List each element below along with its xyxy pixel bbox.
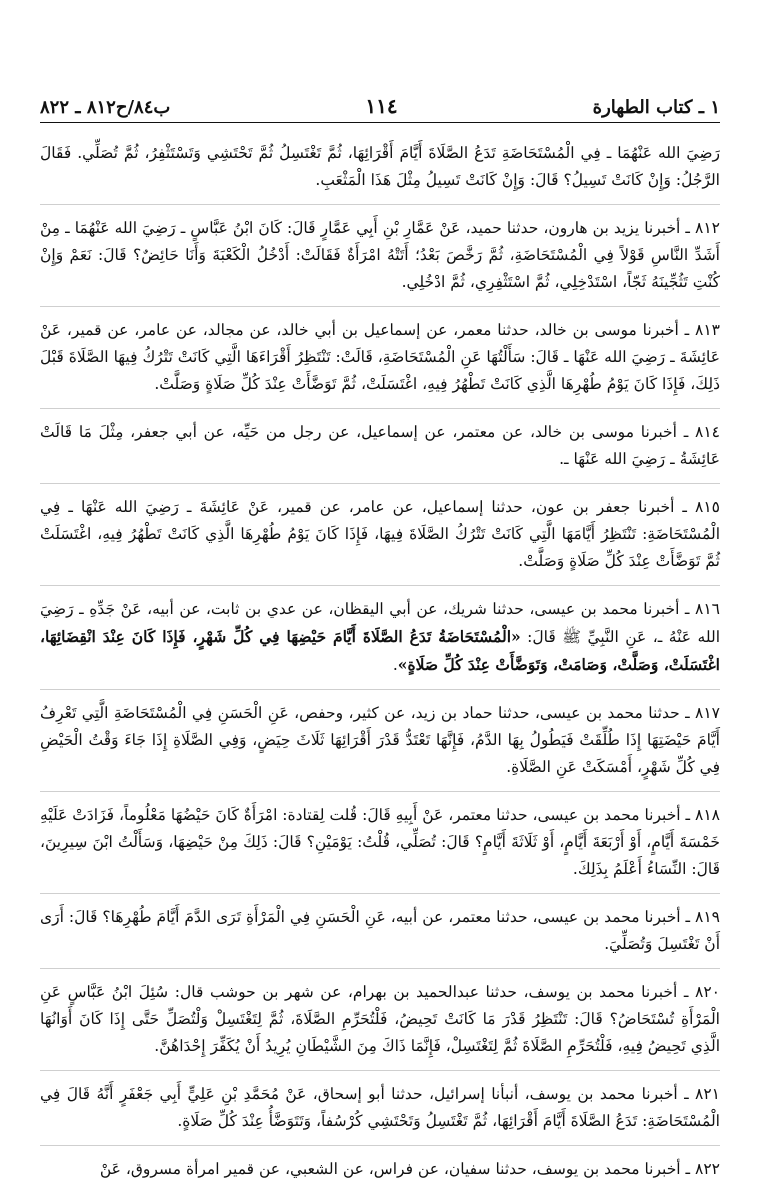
hadith-817: ٨١٧ ـ حدثنا محمد بن عيسى، حدثنا حماد بن زيد، عن كثير، وحفص، عَنِ الْحَسَنِ فِي الْمُسْتَحَاضَةِ الَّتِي تَعْرِفُ أَيَّامَ حَيْضَتِهَا إِذَا طُلِّقَتْ فَيَطُولُ بِهَا الدَّمُ، فَإِنَّهَا تَعْتَدُّ قَدْرَ أَقْرَائِهَا ثَلَاثَ حِيَضٍ، وَفِي الصَّلَاةِ إِذَا جَاءَ وَقْتُ الْحَيْضِ فِي كُلِّ شَهْرٍ، أَمْسَكَتْ عَنِ الصَّلَاةِ. (40, 700, 720, 792)
page-body (40, 140, 720, 1203)
hadith-813: ٨١٣ ـ أخبرنا موسى بن خالد، حدثنا معمر، عن إسماعيل بن أبي خالد، عن مجالد، عن عامر، عن قمير، عَنْ عَائِشَةَ ـ رَضِيَ الله عَنْهَا ـ قَالَ: سَأَلْتُهَا عَنِ الْمُسْتَحَاضَةِ، قَالَتْ: تَنْتَظِرُ أَقْرَاءَهَا الَّتِي كَانَتْ تَتْرُكُ فِيهَا الصَّلَاةَ قَبْلَ ذَلِكَ، فَإِذَا كَانَ يَوْمُ طُهْرِهَا الَّذِي كَانَتْ تَطْهُرُ فِيهِ، اغْتَسَلَتْ، ثُمَّ تَوَضَّأَتْ عِنْدَ كُلِّ صَلَاةٍ وَصَلَّتْ. (40, 317, 720, 409)
header-chapter-title: ١ ـ كتاب الطهارة (592, 97, 720, 118)
header-references: ب٨٤/ح٨١٢ ـ ٨٢٢ (40, 97, 171, 118)
page-header (40, 88, 720, 123)
hadith-812: ٨١٢ ـ أخبرنا يزيد بن هارون، حدثنا حميد، عَنْ عَمَّارِ بْنِ أَبِي عَمَّارٍ قَالَ: كَانَ ابْنُ عَبَّاسٍ ـ رَضِيَ الله عَنْهُمَا ـ مِنْ أَشَدِّ النَّاسِ قَوْلاً فِي الْمُسْتَحَاضَةِ، ثُمَّ رَخَّصَ بَعْدُ؛ أَتَتْهُ امْرَأَةٌ فَقَالَتْ: أَدْخُلُ الْكَعْبَةَ وَأَنَا حَائِضٌ؟ قَالَ: نَعَمْ وَإِنْ كُنْتِ تَثُجِّينَهُ ثَجّاً، اسْتَدْخِلِي، ثُمَّ اسْتَثْفِرِي، ثُمَّ ادْخُلِي. (40, 215, 720, 307)
hadith-814: ٨١٤ ـ أخبرنا موسى بن خالد، عن معتمر، عن إسماعيل، عن رجل من حَيِّه، عن أبي جعفر، مِثْلَ مَا قَالَتْ عَائِشَةُ ـ رَضِيَ الله عَنْهَا ـ. (40, 419, 720, 484)
hadith-816 (40, 596, 720, 690)
hadith-820: ٨٢٠ ـ أخبرنا محمد بن يوسف، حدثنا عبدالحميد بن بهرام، عن شهر بن حوشب قال: سُئِلَ ابْنُ عَبَّاسٍ عَنِ الْمَرْأَةِ تُسْتَحَاضُ؟ قَالَ: تَنْتَظِرُ قَدْرَ مَا كَانَتْ تَحِيضُ، فَلْتُحَرِّمِ الصَّلَاةَ، ثُمَّ لِتَغْتَسِلْ وَلْتُصَلِّ حَتَّى إِذَا كَانَ أَوَانُهَا الَّذِي تَحِيضُ فِيهِ، فَلْتُحَرِّمِ الصَّلَاةَ ثُمَّ لِتَغْتَسِلْ، فَإِنَّمَا ذَاكَ مِنَ الشَّيْطَانِ يُرِيدُ أَنْ يُكَفِّرَ إِحْدَاهُنَّ. (40, 979, 720, 1071)
hadith-822: ٨٢٢ ـ أخبرنا محمد بن يوسف، حدثنا سفيان، عن فراس، عن الشعبي، عن قمير امرأة مسروق، عَنْ (99, 1160, 720, 1178)
hadith-815: ٨١٥ ـ أخبرنا جعفر بن عون، حدثنا إسماعيل، عن عامر، عن قمير، عَنْ عَائِشَةَ ـ رَضِيَ الله عَنْهَا ـ فِي الْمُسْتَحَاضَةِ: تَنْتَظِرُ أَيَّامَهَا الَّتِي كَانَتْ تَتْرُكُ الصَّلَاةَ فِيهَا، فَإِذَا كَانَ يَوْمُ طُهْرِهَا الَّذِي كَانَتْ تَطْهُرُ فِيهِ، اغْتَسَلَتْ ثُمَّ تَوَضَّأَتْ عِنْدَ كُلِّ صَلَاةٍ وَصَلَّتْ. (40, 494, 720, 586)
hadith-816-chain: ٨١٦ ـ أخبرنا محمد بن عيسى، حدثنا شريك، عن أبي اليقظان، عن عدي بن ثابت، عن أبيه، عَنْ جَدِّهِ ـ رَضِيَ الله عَنْهُ ـ، عَنِ النَّبِيِّ ﷺ قَالَ: (40, 600, 720, 646)
hadith-818: ٨١٨ ـ أخبرنا محمد بن عيسى، حدثنا معتمر، عَنْ أَبِيهِ قَالَ: قُلت لِقتادة: امْرَأَةٌ كَانَ حَيْضُهَا مَعْلُوماً، فَزَادَتْ عَلَيْهِ خَمْسَةَ أَيَّامٍ، أَوْ أَرْبَعَةَ أَيَّامٍ، أَوْ ثَلَاثَةَ أَيَّامٍ؟ قَالَ: تُصَلِّي، قُلْتُ: يَوْمَيْنِ؟ قَالَ: ذَلِكَ مِنْ حَيْضِهَا، وَسَأَلْتُ ابْنَ سِيرِينَ، قَالَ: النِّسَاءُ أَعْلَمُ بِذَلِكَ. (40, 802, 720, 894)
hadith-819: ٨١٩ ـ أخبرنا محمد بن عيسى، حدثنا معتمر، عن أبيه، عَنِ الْحَسَنِ فِي الْمَرْأَةِ تَرَى الدَّمَ أَيَّامَ طُهْرِهَا؟ قَالَ: أَرَى أَنْ تَغْتَسِلَ وَتُصَلِّيَ. (40, 904, 720, 969)
paragraph-continuation: رَضِيَ الله عَنْهُمَا ـ فِي الْمُسْتَحَاضَةِ تَدَعُ الصَّلَاةَ أَيَّامَ أَقْرَائِهَا، ثُمَّ تَغْتَسِلُ ثُمَّ تَحْتَشِي وَتَسْتَثْفِرُ، ثُمَّ تُصَلِّي. فَقَالَ الرَّجُلُ: وَإِنْ كَانَتْ تَسِيلُ؟ قَالَ: وَإِنْ كَانَتْ تَسِيلُ مِثْلَ هَذَا الْمَثْعَبِ. (40, 140, 720, 205)
header-page-number: ١١٤ (365, 94, 398, 118)
hadith-821: ٨٢١ ـ أخبرنا محمد بن يوسف، أنبأنا إسرائيل، حدثنا أبو إسحاق، عَنْ مُحَمَّدِ بْنِ عَلِيٍّ أَبِي جَعْفَرٍ أَنَّهُ قَالَ فِي الْمُسْتَحَاضَةِ: تَدَعُ الصَّلَاةَ أَيَّامَ أَقْرَائِهَا، ثُمَّ تَغْتَسِلُ وَتَحْتَشِي كُرْسُفاً، وَتَتَوَضَّأُ عِنْدَ كُلِّ صَلَاةٍ. (40, 1081, 720, 1146)
hadith-816-end: . (392, 656, 398, 674)
hadith-816-text: «الْمُسْتَحَاضَةُ تَدَعُ الصَّلَاةَ أَيَّامَ حَيْضِهَا فِي كُلِّ شَهْرٍ، فَإِذَا كَانَ عِنْدَ انْقِضَائِهَا، اغْتَسَلَتْ، وَصَلَّتْ، وَصَامَتْ، وَتَوَضَّأَتْ عِنْدَ كُلِّ صَلَاةٍ» (40, 627, 720, 674)
